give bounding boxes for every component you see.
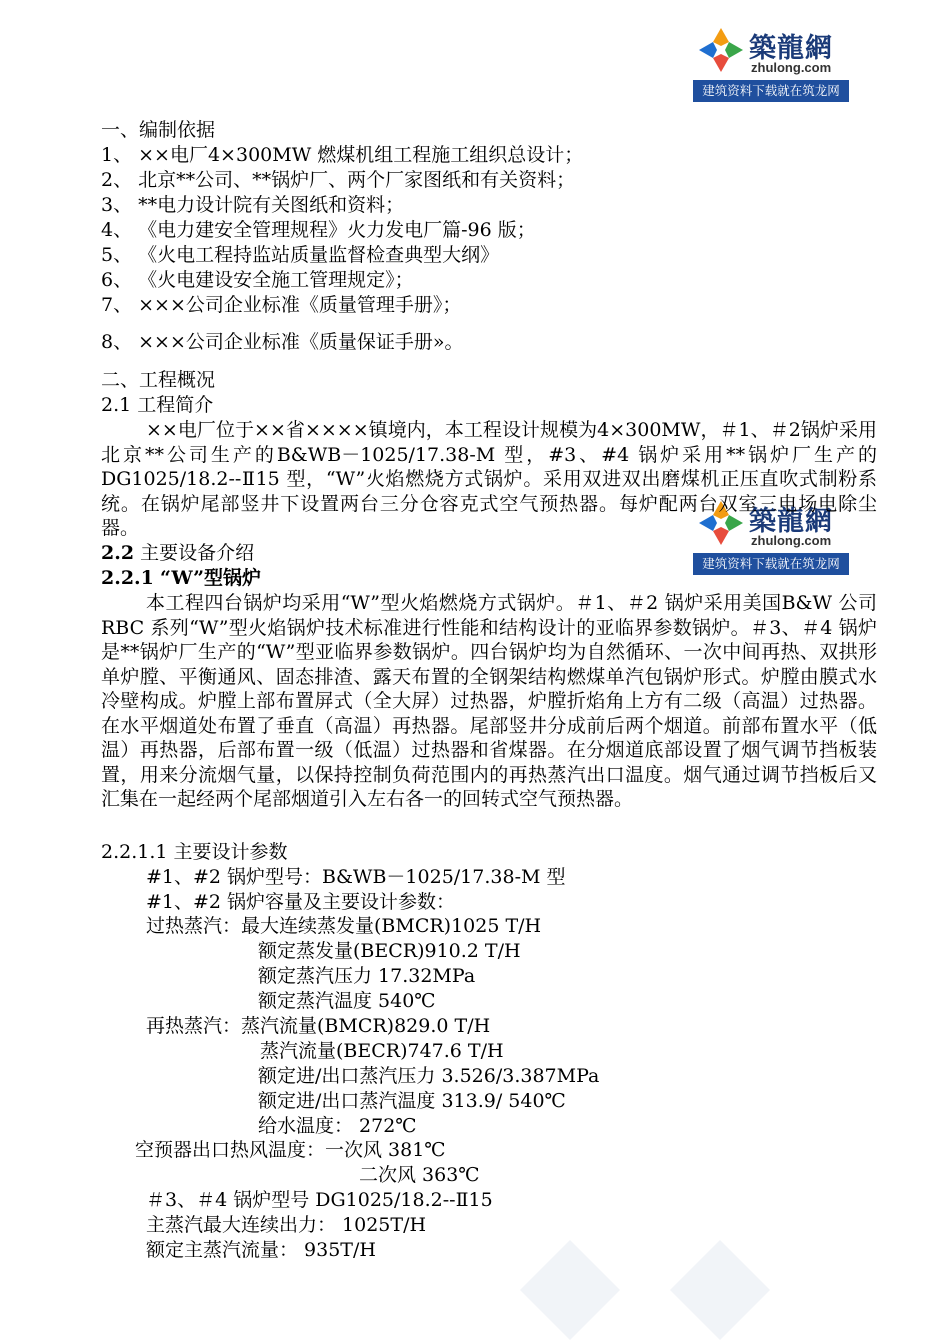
subsection-2-1: 2.1 工程简介 [101,394,214,416]
logo-brand: 築龍網 [749,33,833,64]
subsection-2-2-1 [101,566,261,591]
subsection-2-2-number: 2.2 [101,542,135,564]
logo-url[interactable]: zhulong.com [751,60,832,75]
basis-item-3: 3、 **电力设计院有关图纸和资料； [101,194,405,216]
logo-slogan: 建筑资料下载就在筑龙网 [693,553,849,575]
basis-item-1: 1、 ××电厂4×300MW 燃煤机组工程施工组织总设计； [101,144,584,166]
param-line: 再热蒸汽：蒸汽流量(BMCR)829.0 T/H [146,1015,491,1037]
basis-item-6: 6、 《火电建设安全施工管理规定》； [101,269,414,291]
subsection-2-2-1-number: 2.2.1 [101,567,154,589]
site-logo [693,24,849,102]
design-params-heading: 2.2.1.1 主要设计参数 [101,841,288,863]
project-intro: ××电厂位于××省××××镇境内，本工程设计规模为4×300MW，＃1、＃2锅炉采用北京**公司生产的B&WB－1025/17.38-M 型，#3、#4 锅炉采用**锅炉厂生产的DG1025/18.2--Ⅱ15 型，“W”火焰燃烧方式锅炉。采用双进双出磨煤机正压直吹式制粉系统。在锅炉尾部竖井下设置两台三分仓容克式空气预热器。每炉配两台双室三电场电除尘器。 [101,419,877,539]
param-line: 蒸汽流量(BECR)747.6 T/H [260,1040,504,1062]
basis-item-8: 8、 ×××公司企业标准《质量保证手册»。 [101,331,464,353]
param-line: ＃3、＃4 锅炉型号 DG1025/18.2--Ⅱ15 [146,1189,493,1211]
logo-slogan: 建筑资料下载就在筑龙网 [693,80,849,102]
boiler-description: 本工程四台锅炉均采用“W”型火焰燃烧方式锅炉。＃1、＃2 锅炉采用美国B&W 公司RBC 系列“W”型火焰锅炉技术标准进行性能和结构设计的亚临界参数锅炉。＃3、＃4 锅炉是**锅炉厂生产的“W”型亚临界参数锅炉。四台锅炉均为自然循环、一次中间再热、双拱形单炉膛、平衡通风、固态排渣、露天布置的全钢架结构燃煤单汽包锅炉形式。炉膛由膜式水冷壁构成。炉膛上部布置屏式（全大屏）过热器，炉膛折焰角上方有二级（高温）过热器。在水平烟道处布置了垂直（高温）再热器。尾部竖井分成前后两个烟道。前部布置水平（低温）再热器，后部布置一级（低温）过热器和省煤器。在分烟道底部设置了烟气调节挡板装置，用来分流烟气量，以保持控制负荷范围内的再热蒸汽出口温度。烟气通过调节挡板后又汇集在一起经两个尾部烟道引入左右各一的回转式空气预热器。 [101,592,877,810]
subsection-2-2-1-title: “W”型锅炉 [159,567,262,589]
param-line: 给水温度： 272℃ [258,1115,417,1137]
param-line: 额定蒸发量(BECR)910.2 T/H [258,940,521,962]
watermark-diamond-icon [520,1240,620,1340]
param-line: 额定进/出口蒸汽温度 313.9/ 540℃ [258,1090,566,1112]
param-line: 额定进/出口蒸汽压力 3.526/3.387MPa [258,1065,600,1087]
basis-item-7: 7、 ×××公司企业标准《质量管理手册》； [101,294,462,316]
logo-brand: 築龍網 [749,506,833,537]
param-line: 二次风 363℃ [359,1164,480,1186]
param-line: #1、#2 锅炉容量及主要设计参数： [146,891,456,913]
logo-url[interactable]: zhulong.com [751,533,832,548]
section2-heading: 二、工程概况 [101,369,216,391]
param-line: 额定主蒸汽流量： 935T/H [146,1239,376,1261]
param-line: 过热蒸汽：最大连续蒸发量(BMCR)1025 T/H [146,915,542,937]
basis-item-4: 4、 《电力建安全管理规程》火力发电厂篇-96 版； [101,219,536,241]
basis-item-2: 2、 北京**公司、**锅炉厂、两个厂家图纸和有关资料； [101,169,576,191]
section1-heading: 一、编制依据 [101,119,216,141]
subsection-2-2 [101,541,254,566]
param-line: 空预器出口热风温度：一次风 381℃ [135,1139,446,1161]
logo-diamond-icon [699,28,743,72]
basis-item-5: 5、 《火电工程持监站质量监督检查典型大纲》 [101,244,500,266]
param-line: 主蒸汽最大连续出力： 1025T/H [146,1214,427,1236]
subsection-2-2-title: 主要设备介绍 [140,542,255,564]
param-line: #1、#2 锅炉型号：B&WB－1025/17.38-M 型 [146,866,566,888]
watermark-diamond-icon [670,1240,770,1340]
param-line: 额定蒸汽温度 540℃ [258,990,436,1012]
param-line: 额定蒸汽压力 17.32MPa [258,965,476,987]
